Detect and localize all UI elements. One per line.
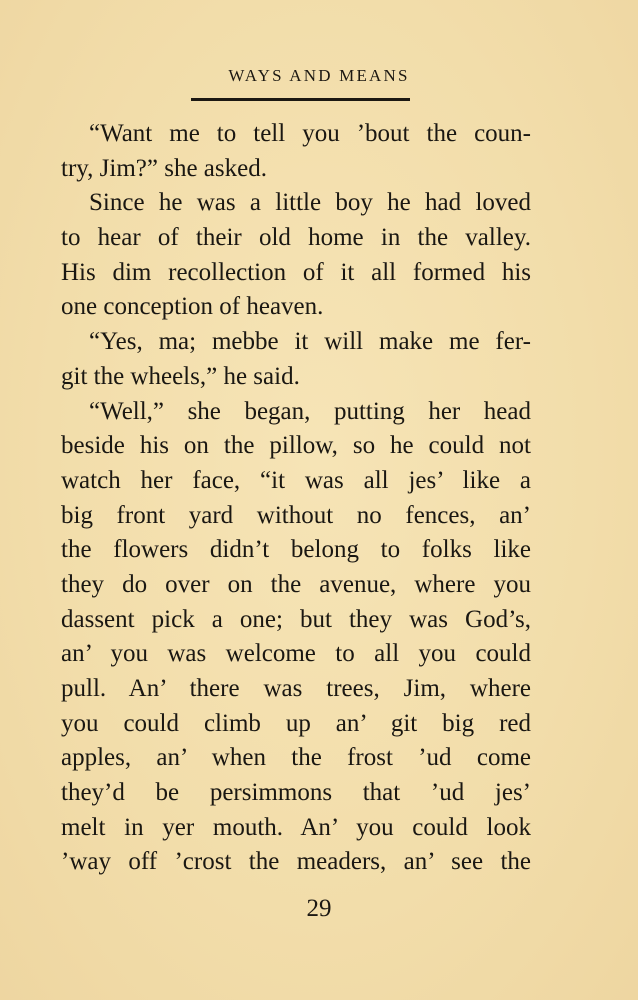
text-line: ’way off ’crost the meaders, an’ see the	[61, 848, 531, 876]
text-line: “Well,” she began, putting her head	[89, 397, 531, 425]
page-number: 29	[306, 895, 332, 922]
text-line: Since he was a little boy he had loved	[89, 189, 531, 217]
text-line: you could climb up an’ git big red	[61, 709, 531, 737]
text-line: the flowers didn’t belong to folks like	[61, 536, 531, 564]
text-line: “Yes, ma; mebbe it will make me fer-	[89, 328, 531, 356]
text-line: they do over on the avenue, where you	[61, 570, 531, 598]
text-line: melt in yer mouth. An’ you could look	[61, 813, 531, 841]
running-head: WAYS AND MEANS	[228, 66, 410, 85]
text-line: big front yard without no fences, an’	[61, 501, 531, 529]
text-line: git the wheels,” he said.	[61, 362, 300, 390]
text-line: beside his on the pillow, so he could not	[61, 432, 531, 460]
text-line: watch her face, “it was all jes’ like a	[61, 466, 531, 494]
body-text	[61, 117, 531, 880]
text-line: “Want me to tell you ’bout the coun-	[89, 120, 531, 147]
text-line: one conception of heaven.	[61, 293, 324, 321]
text-line: they’d be persimmons that ’ud jes’	[61, 779, 531, 807]
text-line: dassent pick a one; but they was God’s,	[61, 605, 531, 633]
text-line: to hear of their old home in the valley.	[61, 224, 531, 252]
header-rule	[191, 98, 410, 101]
text-line: His dim recollection of it all formed his	[61, 258, 531, 286]
text-line: try, Jim?” she asked.	[61, 154, 267, 182]
text-line: an’ you was welcome to all you could	[61, 640, 531, 668]
text-line: pull. An’ there was trees, Jim, where	[61, 675, 531, 702]
text-line: apples, an’ when the frost ’ud come	[61, 744, 531, 772]
